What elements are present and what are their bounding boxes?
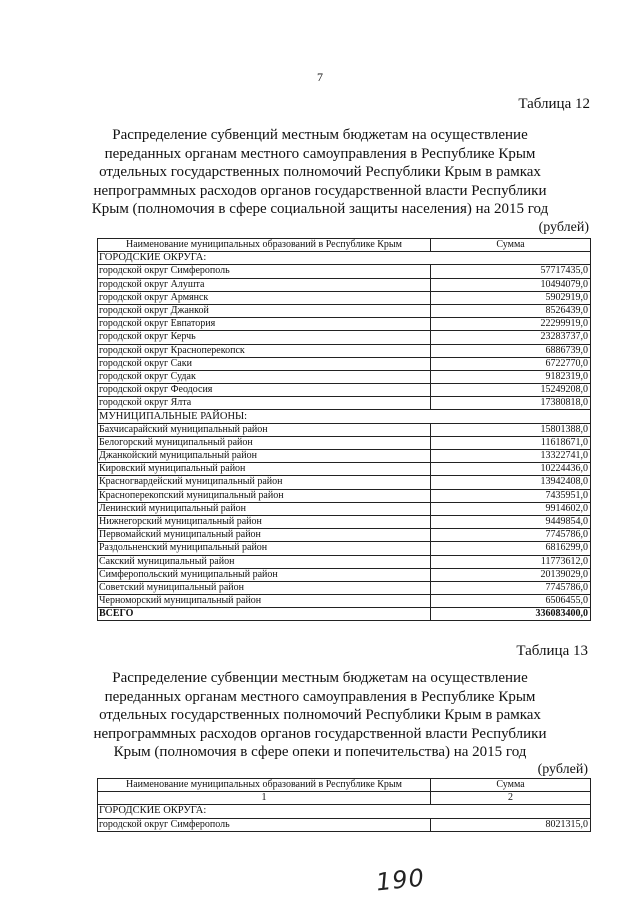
row-name: Черноморский муниципальный район <box>98 595 431 608</box>
table-13-heading: Распределение субвенции местным бюджетам на осуществление переданных органам местного самоуправления в Республике Крым отдельных государственных полномочий Республики Крым в рамках непрограммных расходов органов государственной власти Республики Крым (полномочия в сфере опеки и попечительства) на 2015 год <box>93 670 547 760</box>
group-label: ГОРОДСКИЕ ОКРУГА: <box>98 252 591 265</box>
row-name: городской округ Саки <box>98 357 431 370</box>
table-row <box>98 463 591 476</box>
table-13 <box>97 778 591 832</box>
table-row <box>98 502 591 515</box>
row-amount: 15249208,0 <box>431 384 591 397</box>
row-name: городской округ Армянск <box>98 291 431 304</box>
row-amount: 9914602,0 <box>431 502 591 515</box>
total-label: ВСЕГО <box>98 608 431 621</box>
table-row <box>98 344 591 357</box>
row-name: Нижнегорский муниципальный район <box>98 515 431 528</box>
row-name: Белогорский муниципальный район <box>98 436 431 449</box>
row-name: Первомайский муниципальный район <box>98 529 431 542</box>
row-name: городской округ Джанкой <box>98 304 431 317</box>
table-12-heading: Распределение субвенций местным бюджетам на осуществление переданных органам местного самоуправления в Республике Крым отдельных государственных полномочий Республики Крым в рамках непрограммных расходов органов государственной власти Республики Крым (полномочия в сфере социальной защиты населения) на 2015 год <box>91 127 549 217</box>
row-amount: 6816299,0 <box>431 542 591 555</box>
column-number-2: 2 <box>431 792 591 805</box>
row-name: городской округ Ялта <box>98 397 431 410</box>
row-amount: 6886739,0 <box>431 344 591 357</box>
row-amount: 20139029,0 <box>431 568 591 581</box>
group-row <box>98 252 591 265</box>
row-name: Ленинский муниципальный район <box>98 502 431 515</box>
table-row <box>98 489 591 502</box>
row-name: Раздольненский муниципальный район <box>98 542 431 555</box>
table-row <box>98 581 591 594</box>
row-amount: 5902919,0 <box>431 291 591 304</box>
row-name: городской округ Симферополь <box>98 818 431 831</box>
row-name: Симферопольский муниципальный район <box>98 568 431 581</box>
row-amount: 57717435,0 <box>431 265 591 278</box>
table-row <box>98 291 591 304</box>
column-header-sum: Сумма <box>431 779 591 792</box>
row-amount: 17380818,0 <box>431 397 591 410</box>
row-amount: 23283737,0 <box>431 331 591 344</box>
row-amount: 6722770,0 <box>431 357 591 370</box>
column-number-1: 1 <box>98 792 431 805</box>
row-name: Сакский муниципальный район <box>98 555 431 568</box>
table-12-label: Таблица 12 <box>518 96 590 112</box>
table-row <box>98 423 591 436</box>
row-amount: 7745786,0 <box>431 581 591 594</box>
row-name: Бахчисарайский муниципальный район <box>98 423 431 436</box>
table-row <box>98 542 591 555</box>
table-13-unit: (рублей) <box>537 762 588 777</box>
table-13-label: Таблица 13 <box>516 643 588 659</box>
row-amount: 9449854,0 <box>431 515 591 528</box>
table-row <box>98 476 591 489</box>
row-amount: 22299919,0 <box>431 318 591 331</box>
row-amount: 6506455,0 <box>431 595 591 608</box>
row-amount: 8021315,0 <box>431 818 591 831</box>
row-name: городской округ Судак <box>98 370 431 383</box>
row-name: Советский муниципальный район <box>98 581 431 594</box>
row-amount: 7435951,0 <box>431 489 591 502</box>
row-amount: 7745786,0 <box>431 529 591 542</box>
row-amount: 10494079,0 <box>431 278 591 291</box>
table-13-body <box>98 805 591 831</box>
row-name: городской округ Симферополь <box>98 265 431 278</box>
table-row <box>98 331 591 344</box>
table-row <box>98 370 591 383</box>
table-row <box>98 304 591 317</box>
table-row <box>98 436 591 449</box>
table-row <box>98 278 591 291</box>
column-header-name: Наименование муниципальных образований в Республике Крым <box>98 239 431 252</box>
row-amount: 15801388,0 <box>431 423 591 436</box>
row-amount: 8526439,0 <box>431 304 591 317</box>
table-row <box>98 450 591 463</box>
table-row <box>98 265 591 278</box>
table-row <box>98 529 591 542</box>
table-row <box>98 384 591 397</box>
row-name: Красноперекопский муниципальный район <box>98 489 431 502</box>
table-row <box>98 555 591 568</box>
row-name: городской округ Евпатория <box>98 318 431 331</box>
row-name: городской округ Красноперекопск <box>98 344 431 357</box>
group-row <box>98 805 591 818</box>
row-amount: 9182319,0 <box>431 370 591 383</box>
page-number: 7 <box>317 70 323 84</box>
row-name: городской округ Феодосия <box>98 384 431 397</box>
row-amount: 11773612,0 <box>431 555 591 568</box>
table-column-number-row <box>98 792 591 805</box>
table-row <box>98 397 591 410</box>
row-amount: 10224436,0 <box>431 463 591 476</box>
column-header-sum: Сумма <box>431 239 591 252</box>
table-12-unit: (рублей) <box>538 220 589 235</box>
column-header-name: Наименование муниципальных образований в Республике Крым <box>98 779 431 792</box>
table-header-row <box>98 779 591 792</box>
row-amount: 13322741,0 <box>431 450 591 463</box>
table-12 <box>97 238 591 621</box>
row-name: Джанкойский муниципальный район <box>98 450 431 463</box>
group-label: МУНИЦИПАЛЬНЫЕ РАЙОНЫ: <box>98 410 591 423</box>
row-name: городской округ Керчь <box>98 331 431 344</box>
group-label: ГОРОДСКИЕ ОКРУГА: <box>98 805 591 818</box>
table-row <box>98 515 591 528</box>
row-name: городской округ Алушта <box>98 278 431 291</box>
table-row <box>98 595 591 608</box>
handwritten-page-number: 190 <box>374 863 427 897</box>
total-amount: 336083400,0 <box>431 608 591 621</box>
row-amount: 13942408,0 <box>431 476 591 489</box>
row-name: Красногвардейский муниципальный район <box>98 476 431 489</box>
table-row <box>98 318 591 331</box>
row-amount: 11618671,0 <box>431 436 591 449</box>
table-row <box>98 568 591 581</box>
table-12-body <box>98 252 591 621</box>
table-header-row <box>98 239 591 252</box>
total-row <box>98 608 591 621</box>
table-row <box>98 357 591 370</box>
row-name: Кировский муниципальный район <box>98 463 431 476</box>
group-row <box>98 410 591 423</box>
table-row <box>98 818 591 831</box>
